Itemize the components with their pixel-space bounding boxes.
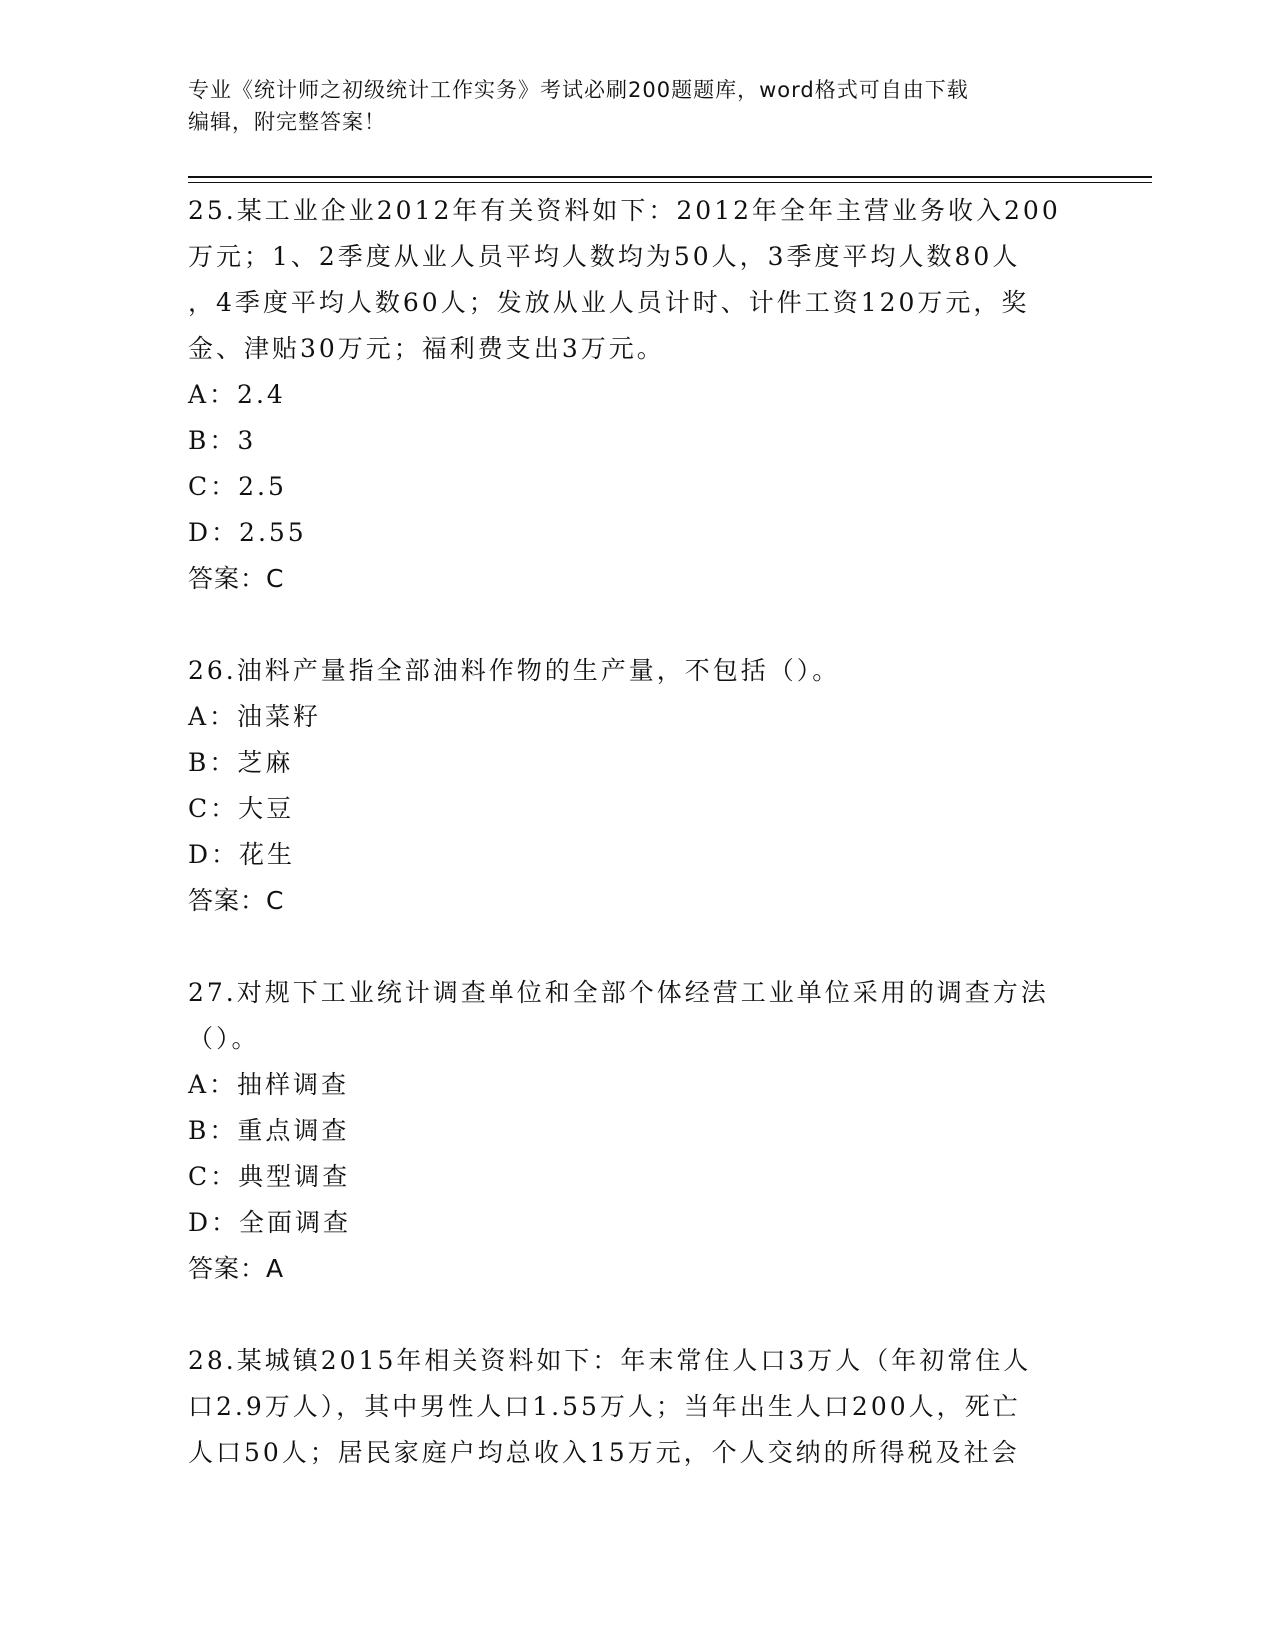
question-28 [188,1338,1088,1476]
option-b: B：重点调查 [188,1116,350,1145]
question-text-line: 25.某工业企业2012年有关资料如下：2012年全年主营业务收入200 [188,196,1061,225]
option-a: A：抽样调查 [188,1070,350,1099]
question-text-line: 万元；1、2季度从业人员平均人数均为50人，3季度平均人数80人 [188,242,1021,271]
question-text-line: （）。 [188,1024,260,1053]
question-26 [188,648,1088,924]
header-divider-thick [188,176,1152,178]
option-d: D：2.55 [188,518,307,547]
document-header [188,74,1068,138]
option-a: A：油菜籽 [188,702,322,731]
answer-line: 答案：C [188,886,285,915]
header-line-1: 专业《统计师之初级统计工作实务》考试必刷200题题库，word格式可自由下载 [188,78,969,102]
option-b: B：3 [188,426,257,455]
question-27 [188,970,1088,1292]
option-c: C：典型调查 [188,1162,351,1191]
question-text-line: 口2.9万人），其中男性人口1.55万人；当年出生人口200人，死亡 [188,1392,1021,1421]
option-b: B：芝麻 [188,748,294,777]
question-text-line: 金、津贴30万元；福利费支出3万元。 [188,334,665,363]
answer-line: 答案：A [188,1254,285,1283]
question-text-line: 26.油料产量指全部油料作物的生产量，不包括（）。 [188,656,841,685]
header-divider-thin [188,182,1152,183]
option-d: D：全面调查 [188,1208,352,1237]
header-line-2: 编辑，附完整答案！ [188,110,386,134]
question-text-line: ，4季度平均人数60人；发放从业人员计时、计件工资120万元，奖 [188,288,1030,317]
question-25 [188,188,1088,602]
option-c: C：2.5 [188,472,287,501]
answer-line: 答案：C [188,564,285,593]
option-c: C：大豆 [188,794,295,823]
option-a: A：2.4 [188,380,286,409]
question-text-line: 人口50人；居民家庭户均总收入15万元，个人交纳的所得税及社会 [188,1438,1020,1467]
question-text-line: 27.对规下工业统计调查单位和全部个体经营工业单位采用的调查方法 [188,978,1049,1007]
question-text-line: 28.某城镇2015年相关资料如下：年末常住人口3万人（年初常住人 [188,1346,1032,1375]
question-list [188,188,1088,1522]
option-d: D：花生 [188,840,296,869]
